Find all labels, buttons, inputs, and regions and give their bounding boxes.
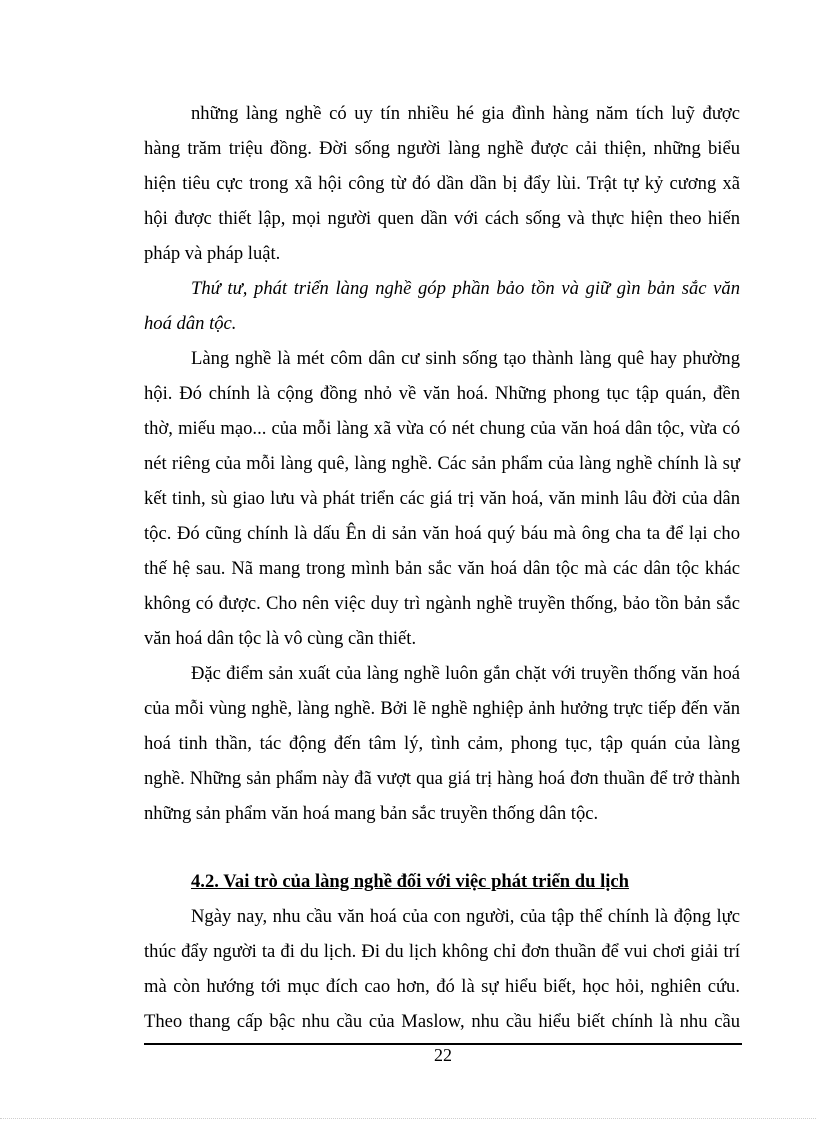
text-line: Đặc điểm sản xuất của làng nghề luôn gắn chặt với truyền thống văn hoá: [191, 663, 740, 684]
paragraph-continuation: [144, 96, 740, 271]
text-line: Ngày nay, nhu cầu văn hoá của con người, của tập thể chính là động lực: [191, 906, 740, 927]
text-line: Làng nghề là mét côm dân cư sinh sống tạo thành làng quê hay phường: [191, 348, 740, 369]
text-line: mà còn hướng tới mục đích cao hơn, đó là sự hiểu biết, học hỏi, nghiên cứu.: [144, 976, 740, 997]
text-line: Thứ tư, phát triển làng nghề góp phần bảo tồn và giữ gìn bản sắc văn: [191, 278, 740, 299]
text-line: nghề. Những sản phẩm này đã vượt qua giá trị hàng hoá đơn thuần để trở thành: [144, 768, 740, 789]
text-line: hoá tinh thần, tác động đến tâm lý, tình cảm, phong tục, tập quán của làng: [144, 733, 740, 754]
paragraph-tourism-demand: [144, 899, 740, 1039]
page-edge-dotted-line: [0, 1118, 816, 1119]
text-line: tộc. Đó cũng chính là dấu Ên di sản văn hoá quý báu mà ông cha ta để lại cho: [144, 523, 740, 544]
text-line: hội. Đó chính là cộng đồng nhỏ về văn hoá. Những phong tục tập quán, đền: [144, 383, 740, 404]
text-line: văn hoá dân tộc là vô cùng cần thiết.: [144, 628, 417, 649]
text-line: Theo thang cấp bậc nhu cầu của Maslow, nhu cầu hiểu biết chính là nhu cầu: [144, 1011, 740, 1032]
text-line: kết tinh, sù giao lưu và phát triển các giá trị văn hoá, văn minh lâu đời của dân: [144, 488, 740, 509]
page-body: [144, 96, 740, 1039]
paragraph-production-characteristics: [144, 656, 740, 831]
paragraph-spacer: [144, 831, 740, 864]
text-line: thúc đẩy người ta đi du lịch. Đi du lịch không chỉ đơn thuần để vui chơi giải trí: [144, 941, 740, 962]
text-line: những làng nghề có uy tín nhiều hé gia đình hàng năm tích luỹ được: [191, 103, 740, 124]
text-line: của mỗi vùng nghề, làng nghề. Bởi lẽ nghề nghiệp ảnh hưởng trực tiếp đến văn: [144, 698, 740, 719]
text-line: pháp và pháp luật.: [144, 243, 281, 264]
section-heading: 4.2. Vai trò của làng nghề đối với việc phát triển du lịch: [191, 871, 629, 892]
paragraph-cultural-community: [144, 341, 740, 656]
text-line: hoá dân tộc.: [144, 313, 237, 334]
text-line: thờ, miếu mạo... của mỗi làng xã vừa có nét chung của văn hoá dân tộc, vừa có: [144, 418, 740, 439]
page-number: 22: [434, 1045, 452, 1065]
text-line: hiện tiêu cực trong xã hội công từ đó dần dần bị đẩy lùi. Trật tự kỷ cương xã: [144, 173, 740, 194]
text-line: thế hệ sau. Nã mang trong mình bản sắc văn hoá dân tộc mà các dân tộc khác: [144, 558, 740, 579]
text-line: nét riêng của mỗi làng quê, làng nghề. Các sản phẩm của làng nghề chính là sự: [144, 453, 740, 474]
text-line: không có được. Cho nên việc duy trì ngành nghề truyền thống, bảo tồn bản sắc: [144, 593, 740, 614]
text-line: những sản phẩm văn hoá mang bản sắc truyền thống dân tộc.: [144, 803, 599, 824]
paragraph-italic-thesis: [144, 271, 740, 341]
text-line: hàng trăm triệu đồng. Đời sống người làng nghề được cải thiện, những biểu: [144, 138, 740, 159]
text-line: hội được thiết lập, mọi người quen dần với cách sống và thực hiện theo hiến: [144, 208, 740, 229]
